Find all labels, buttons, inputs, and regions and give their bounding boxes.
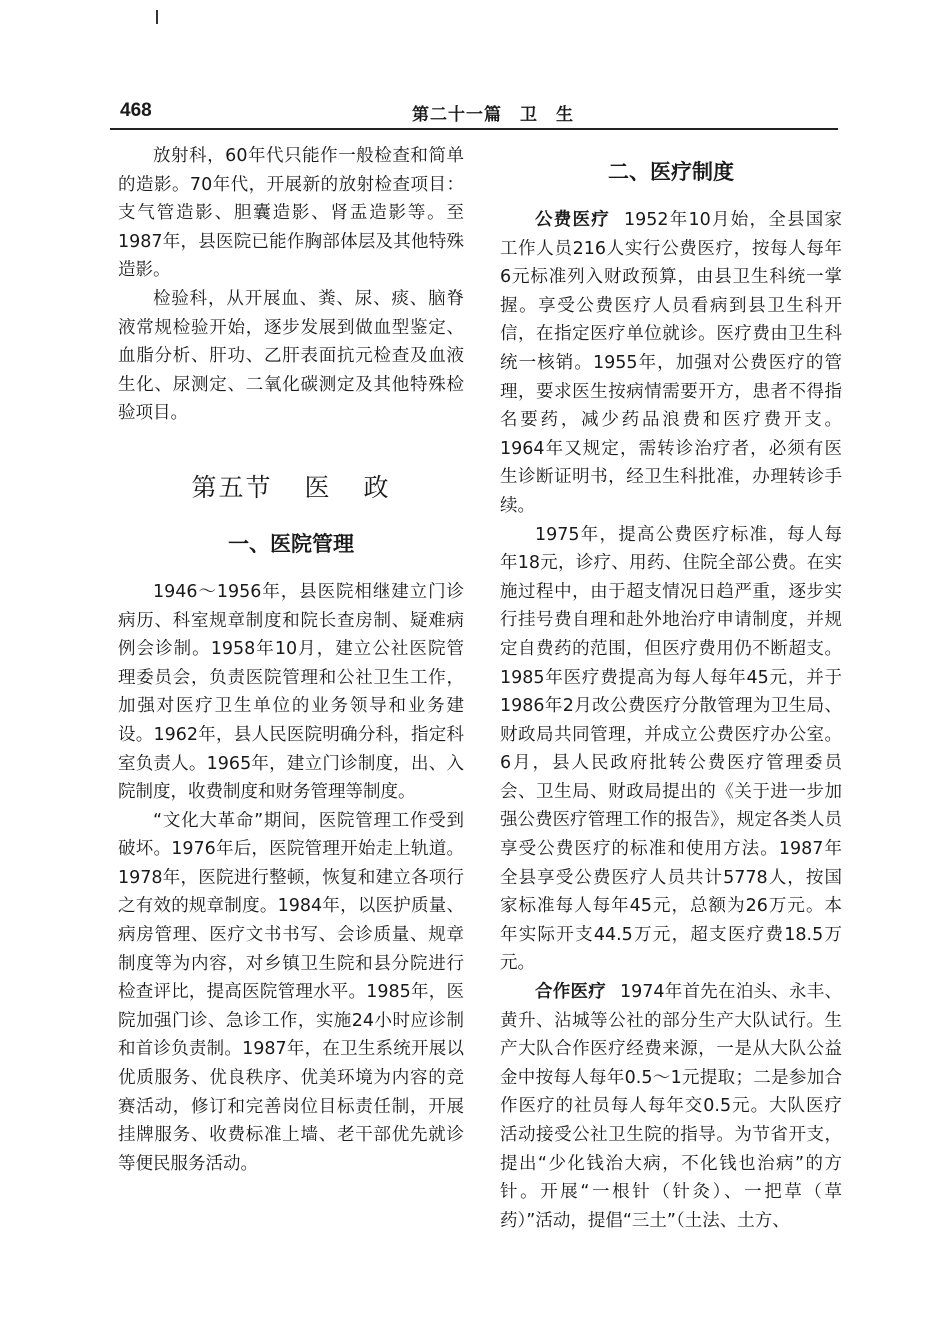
paragraph-public-medical-text: 1952年10月始，全县国家工作人员216人实行公费医疗，按每人每年6元标准列入财政预算，由县卫生科统一掌握。享受公费医疗人员看病到县卫生科开信，在指定医疗单位就诊。医疗费由卫生科统一核销。1955年，加强对公费医疗的管理，要求医生按病情需要开方，患者不得指名要药，减少药品浪费和医疗费开支。1964年又规定，需转诊治疗者，必须有医生诊断证明书，经卫生科批准，办理转诊手续。 bbox=[500, 210, 842, 516]
subsection-title-hospital-management: 一、医院管理 bbox=[228, 531, 354, 556]
paragraph-1975: 1975年，提高公费医疗标准，每人每年18元，诊疗、用药、住院全部公费。在实施过程中，由于超支情况日趋严重，逐步实行挂号费自理和赴外地治疗申请制度，并规定自费药的范围，但医疗费用仍不断超支。1985年医疗费提高为每人每年45元，并于1986年2月改公费医疗分散管理为卫生局、财政局共同管理，并成立公费医疗办公室。6月，县人民政府批转公费医疗管理委员会、卫生局、财政局提出的《关于进一步加强公费医疗管理工作的报告》，规定各类人员享受公费医疗的标准和使用方法。1987年全县享受公费医疗人员共计5778人，按国家标准每人每年45元，总额为26万元。本年实际开支44.5万元，超支医疗费18.5万元。 bbox=[500, 524, 842, 974]
paragraph-radiology: 放射科，60年代只能作一般检查和简单的造影。70年代，开展新的放射检查项目：支气管造影、胆囊造影、肾盂造影等。至1987年，县医院已能作胸部体层及其他特殊造影。 bbox=[118, 146, 464, 281]
paragraph-cooperative-medical-text: 1974年首先在泊头、永丰、黄升、沾城等公社的部分生产大队试行。生产大队合作医疗经费来源，一是从大队公益金中按每人每年0.5～1元提取；二是参加合作医疗的社员每人每年交0.5元。大队医疗活动接受公社卫生院的指导。为节省开支，提出“少化钱治大病，不化钱也治病”的方针。开展“一根针（针灸）、一把草（草药）”活动，提倡“三土”（土法、土方、 bbox=[500, 982, 843, 1231]
paragraph-hospital-management-1946: 1946～1956年，县医院相继建立门诊病历、科室规章制度和院长查房制、疑难病例会诊制。1958年10月，建立公社医院管理委员会，负责医院管理和公社卫生工作，加强对医疗卫生单位的业务领导和业务建设。1962年，县人民医院明确分科，指定科室负责人。1965年，建立门诊制度，出、入院制度，收费制度和财务管理等制度。 bbox=[118, 581, 464, 803]
left-column bbox=[118, 142, 464, 1178]
paragraph-cooperative-medical bbox=[500, 978, 842, 1235]
right-column bbox=[500, 142, 842, 1235]
section-title-number: 第五节 bbox=[191, 472, 273, 502]
paragraph-cultural-revolution: “文化大革命”期间，医院管理工作受到破坏。1976年后，医院管理开始走上轨道。1978年，医院进行整顿，恢复和建立各项行之有效的规章制度。1984年，以医护质量、病房管理、医疗文书书写、会诊质量、规章制度等为内容，对乡镇卫生院和县分院进行检查评比，提高医院管理水平。1985年，医院加强门诊、急诊工作，实施24小时应诊制和首诊负责制。1987年，在卫生系统开展以优质服务、优良秩序、优美环境为内容的竞赛活动，修订和完善岗位目标责任制，开展挂牌服务、收费标准上墙、老干部优先就诊等便民服务活动。 bbox=[118, 810, 464, 1174]
scan-artifact-mark bbox=[156, 10, 158, 24]
section-title-char-1: 医 bbox=[304, 472, 332, 502]
section-title bbox=[118, 468, 464, 504]
paragraph-laboratory: 检验科，从开展血、粪、尿、痰、脑脊液常规检验开始，逐步发展到做血型鉴定、血脂分析、肝功、乙肝表面抗元检查及血液生化、尿测定、二氧化碳测定及其他特殊检验项目。 bbox=[118, 288, 464, 424]
run-in-heading-public-medical: 公费医疗 bbox=[535, 210, 610, 230]
paragraph-public-medical bbox=[500, 206, 842, 521]
page-number: 468 bbox=[120, 100, 152, 121]
subsection-title-medical-system: 二、医疗制度 bbox=[608, 160, 734, 184]
header-rule bbox=[110, 128, 838, 130]
section-title-char-2: 政 bbox=[363, 472, 391, 502]
run-in-heading-cooperative-medical: 合作医疗 bbox=[535, 982, 606, 1003]
running-title: 第二十一篇 卫 生 bbox=[412, 105, 574, 125]
